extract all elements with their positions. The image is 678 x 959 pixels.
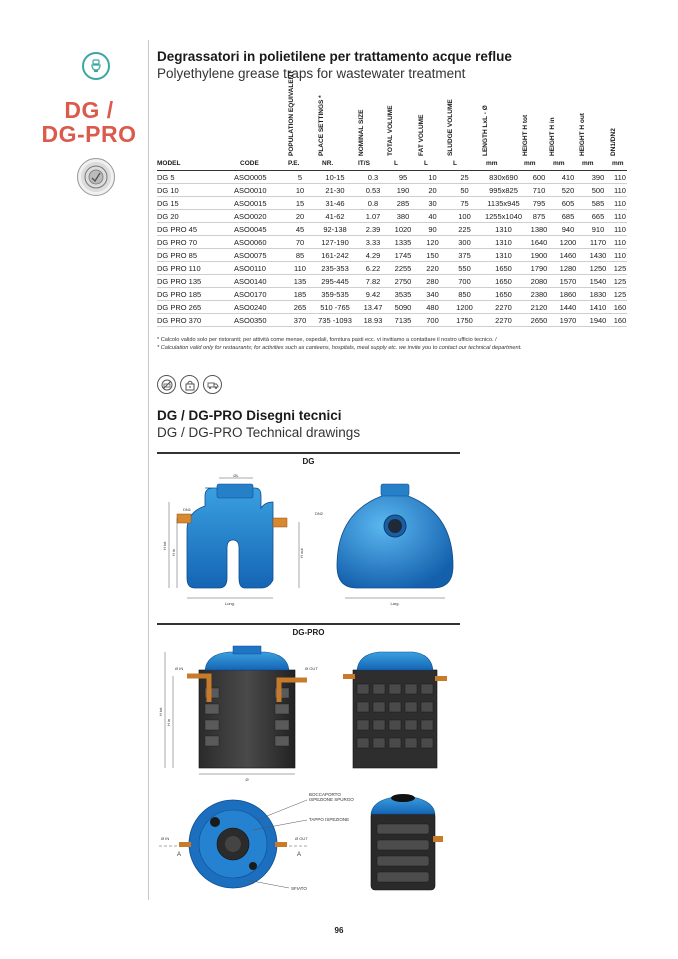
table-cell: 110 [288,262,312,275]
table-row [157,236,627,249]
table-cell: 0.53 [358,184,388,197]
dim-dn1: DN1 [183,507,192,512]
table-cell: 359-535 [312,288,358,301]
table-cell: 95 [388,171,418,184]
table-cell: 375 [447,249,482,262]
dgpro-plan-view [159,792,354,891]
table-row [157,184,627,197]
subheader-sludge: L [453,160,457,167]
footnote-english: * Calculation valid only for restaurants; for activities such as canteens, hospitals, meal supply etc. we invite you to contact our technical department. [157,345,522,351]
table-cell: 10 [418,171,447,184]
table-cell: 1830 [583,288,613,301]
table-cell: ASO0010 [234,184,288,197]
table-cell: 3535 [388,288,418,301]
subheader-fat: L [424,160,428,167]
dim-pro-htot: H tot [158,707,163,716]
table-cell: 150 [418,249,447,262]
table-cell: 3.33 [358,236,388,249]
table-cell: 110 [614,185,626,195]
table-cell: DG 15 [157,197,234,210]
table-cell: 300 [447,236,482,249]
page-title-italian: Degrassatori in polietilene per trattamento acque reflue [157,49,512,64]
table-cell: 110 [614,224,626,234]
table-cell: 265 [288,301,312,314]
table-cell: 185 [288,288,312,301]
table-cell: 1430 [583,249,613,262]
table-cell: 15 [288,197,312,210]
table-cell: 600 [525,171,553,184]
dim-htot: H tot [162,541,167,550]
table-cell: 390 [583,171,613,184]
table-cell: 13.47 [358,301,388,314]
truck-icon [203,375,222,394]
table-cell: 45 [288,223,312,236]
dim-dl: ØL [233,473,239,478]
table-cell: 685 [553,210,583,223]
subheader-code: CODE [240,160,259,167]
table-cell: 120 [418,236,447,249]
table-cell: DG 5 [157,171,234,184]
table-cell: 1570 [553,275,583,288]
table-cell: 520 [553,184,583,197]
table-cell: 1900 [525,249,553,262]
certification-seal-icon [77,158,115,196]
table-cell: 380 [388,210,418,223]
section-a-left: A [177,852,182,858]
table-cell: 40 [418,210,447,223]
table-cell: 1940 [583,314,613,327]
no-entry-icon [157,375,176,394]
table-cell: 340 [418,288,447,301]
table-cell: 1200 [447,301,482,314]
table-cell: DG PRO 110 [157,262,234,275]
table-cell: 410 [553,171,583,184]
table-cell: 2080 [525,275,553,288]
section-a-right: A [297,852,302,858]
dim-larg: Larg. [390,601,400,606]
table-cell: 125 [613,276,627,286]
label-boccaporto: BOCCAPORTO ISPEZIONE SPURGO [309,792,354,802]
table-cell: 2650 [525,314,553,327]
table-row [157,314,627,327]
table-cell: 110 [614,237,626,247]
table-cell: 995x825 [482,184,525,197]
subheader-total: L [394,160,398,167]
table-cell: 1640 [525,236,553,249]
brand-title-line2: DG-PRO [41,121,137,147]
dg-front-view [162,473,324,606]
table-cell: 550 [447,262,482,275]
table-cell: 480 [418,301,447,314]
plan-out: Ø OUT [295,836,308,841]
table-cell: 100 [447,210,482,223]
table-cell: 2120 [525,301,553,314]
subheader-htot: mm [524,160,536,167]
dim-lung: Lung. [224,601,236,606]
table-cell: DG 10 [157,184,234,197]
dim-hout: H out [299,548,304,558]
table-cell: 1650 [482,275,525,288]
table-cell: 30 [418,197,447,210]
table-cell: 735 -1093 [312,314,358,327]
dim-out: Ø OUT [305,666,318,671]
table-cell: 9.42 [358,288,388,301]
table-cell: ASO0060 [234,236,288,249]
dg-side-view [337,484,453,606]
table-cell: 110 [614,172,626,182]
table-cell: 700 [447,275,482,288]
table-row [157,223,627,236]
table-cell: ASO0170 [234,288,288,301]
footnote-italian: * Calcolo valido solo per ristoranti; per attività come mense, ospedali, fornitura pasti ecc. vi invitiamo a contattare il nostro ufficio tecnico. / [157,337,497,343]
subheader-pe: P.E. [288,160,300,167]
table-cell: 1255x1040 [482,210,525,223]
table-cell: 90 [418,223,447,236]
table-cell: 875 [525,210,553,223]
table-row [157,288,627,301]
table-cell: 700 [418,314,447,327]
table-cell: 110 [614,198,626,208]
table-cell: 235-353 [312,262,358,275]
drawings-title-italian: DG / DG-PRO Disegni tecnici [157,408,342,423]
table-cell: 92-138 [312,223,358,236]
table-row [157,210,627,223]
table-cell: 1540 [583,275,613,288]
table-cell: DG PRO 370 [157,314,234,327]
table-cell: 1750 [447,314,482,327]
table-cell: 500 [583,184,613,197]
table-row [157,262,627,275]
table-cell: DG 20 [157,210,234,223]
dg-label: DG [302,457,315,466]
dgpro-3d-view [371,794,443,890]
table-cell: ASO0240 [234,301,288,314]
table-cell: 1440 [553,301,583,314]
table-cell: 910 [583,223,613,236]
table-cell: 830x690 [482,171,525,184]
dgpro-technical-drawing [157,640,460,900]
page-number: 96 [334,926,344,935]
label-sfiato: SFIATO [291,886,307,891]
table-cell: 2750 [388,275,418,288]
dim-hin: H in [171,548,176,556]
table-cell: DG PRO 85 [157,249,234,262]
table-cell: 50 [447,184,482,197]
table-cell: 280 [418,275,447,288]
table-cell: 160 [613,315,627,325]
table-cell: 1280 [553,262,583,275]
table-cell: 1.07 [358,210,388,223]
table-cell: 1310 [482,223,525,236]
dgpro-exterior-view [343,652,447,768]
table-cell: DG PRO 185 [157,288,234,301]
table-cell: 2255 [388,262,418,275]
subheader-lts: lT/S [358,160,370,167]
table-cell: ASO0020 [234,210,288,223]
table-cell: 21-30 [312,184,358,197]
dg-technical-drawing [157,470,460,610]
table-cell: 1650 [482,262,525,275]
table-cell: 127-190 [312,236,358,249]
table-cell: ASO0075 [234,249,288,262]
table-cell: 1135x945 [482,197,525,210]
table-cell: 161-242 [312,249,358,262]
table-cell: ASO0140 [234,275,288,288]
table-row [157,275,627,288]
table-cell: 85 [288,249,312,262]
brand-title-line1: DG / [64,97,114,123]
table-cell: 25 [447,171,482,184]
table-cell: 1410 [583,301,613,314]
table-cell: 1310 [482,249,525,262]
table-cell: 940 [553,223,583,236]
table-row [157,171,627,184]
table-cell: 1020 [388,223,418,236]
table-cell: 10-15 [312,171,358,184]
table-cell: DG PRO 70 [157,236,234,249]
table-cell: 2270 [482,301,525,314]
table-cell: 1310 [482,236,525,249]
table-cell: 5090 [388,301,418,314]
table-cell: 220 [418,262,447,275]
table-cell: 41-62 [312,210,358,223]
table-cell: 7135 [388,314,418,327]
toilet-icon [82,52,110,80]
table-cell: 18.93 [358,314,388,327]
table-cell: DG PRO 45 [157,223,234,236]
dgpro-rule [157,623,460,625]
table-cell: 190 [388,184,418,197]
table-cell: 1200 [553,236,583,249]
table-cell: ASO0005 [234,171,288,184]
spec-table [157,170,627,327]
table-cell: 510 -765 [312,301,358,314]
table-cell: 285 [388,197,418,210]
table-cell: 1650 [482,288,525,301]
table-cell: 1860 [553,288,583,301]
table-row [157,197,627,210]
column-divider [148,40,149,900]
table-cell: 295-445 [312,275,358,288]
table-cell: 20 [288,210,312,223]
table-cell: 1170 [583,236,613,249]
table-cell: 1335 [388,236,418,249]
lock-icon [180,375,199,394]
subheader-model: MODEL [157,160,181,167]
table-cell: 850 [447,288,482,301]
table-cell: DG PRO 135 [157,275,234,288]
page-title-english: Polyethylene grease traps for wastewater treatment [157,66,466,81]
table-cell: 125 [613,263,627,273]
table-cell: 710 [525,184,553,197]
subheader-hout: mm [582,160,594,167]
table-cell: 4.29 [358,249,388,262]
table-cell: 110 [614,211,626,221]
table-cell: 2.39 [358,223,388,236]
dim-pro-hin: H in [166,718,171,726]
dim-dia: Ø [245,777,249,782]
table-cell: 2380 [525,288,553,301]
table-cell: 0.8 [358,197,388,210]
table-cell: 0.3 [358,171,388,184]
table-cell: 225 [447,223,482,236]
table-cell: ASO0350 [234,314,288,327]
table-row [157,301,627,314]
dim-dn2: DN2 [315,511,324,516]
table-cell: 5 [288,171,312,184]
table-cell: 1250 [583,262,613,275]
table-cell: ASO0015 [234,197,288,210]
dim-in: Ø IN [175,666,184,671]
table-cell: 125 [613,289,627,299]
subheader-length: mm [486,160,498,167]
table-row [157,249,627,262]
table-cell: 70 [288,236,312,249]
label-tappo: TAPPO ISPEZIONE [309,817,350,822]
table-cell: 10 [288,184,312,197]
table-cell: ASO0110 [234,262,288,275]
dgpro-section-view [158,646,318,782]
table-cell: 665 [583,210,613,223]
table-cell: 1970 [553,314,583,327]
table-cell: 1380 [525,223,553,236]
drawings-title-english: DG / DG-PRO Technical drawings [157,425,361,440]
table-cell: 31-46 [312,197,358,210]
subheader-dn: mm [612,160,624,167]
table-cell: 585 [583,197,613,210]
subheader-hin: mm [553,160,565,167]
table-cell: 1745 [388,249,418,262]
table-cell: 605 [553,197,583,210]
table-cell: 160 [613,302,627,312]
dg-rule [157,452,460,454]
table-cell: ASO0045 [234,223,288,236]
table-cell: 795 [525,197,553,210]
table-cell: 110 [614,250,626,260]
table-cell: DG PRO 265 [157,301,234,314]
plan-in: Ø IN [161,836,170,841]
table-cell: 2270 [482,314,525,327]
table-cell: 1790 [525,262,553,275]
table-cell: 135 [288,275,312,288]
table-cell: 370 [288,314,312,327]
subheader-nr: NR. [322,160,334,167]
table-cell: 7.82 [358,275,388,288]
table-cell: 20 [418,184,447,197]
table-cell: 75 [447,197,482,210]
dgpro-label: DG-PRO [292,628,325,637]
table-cell: 6.22 [358,262,388,275]
table-cell: 1460 [553,249,583,262]
